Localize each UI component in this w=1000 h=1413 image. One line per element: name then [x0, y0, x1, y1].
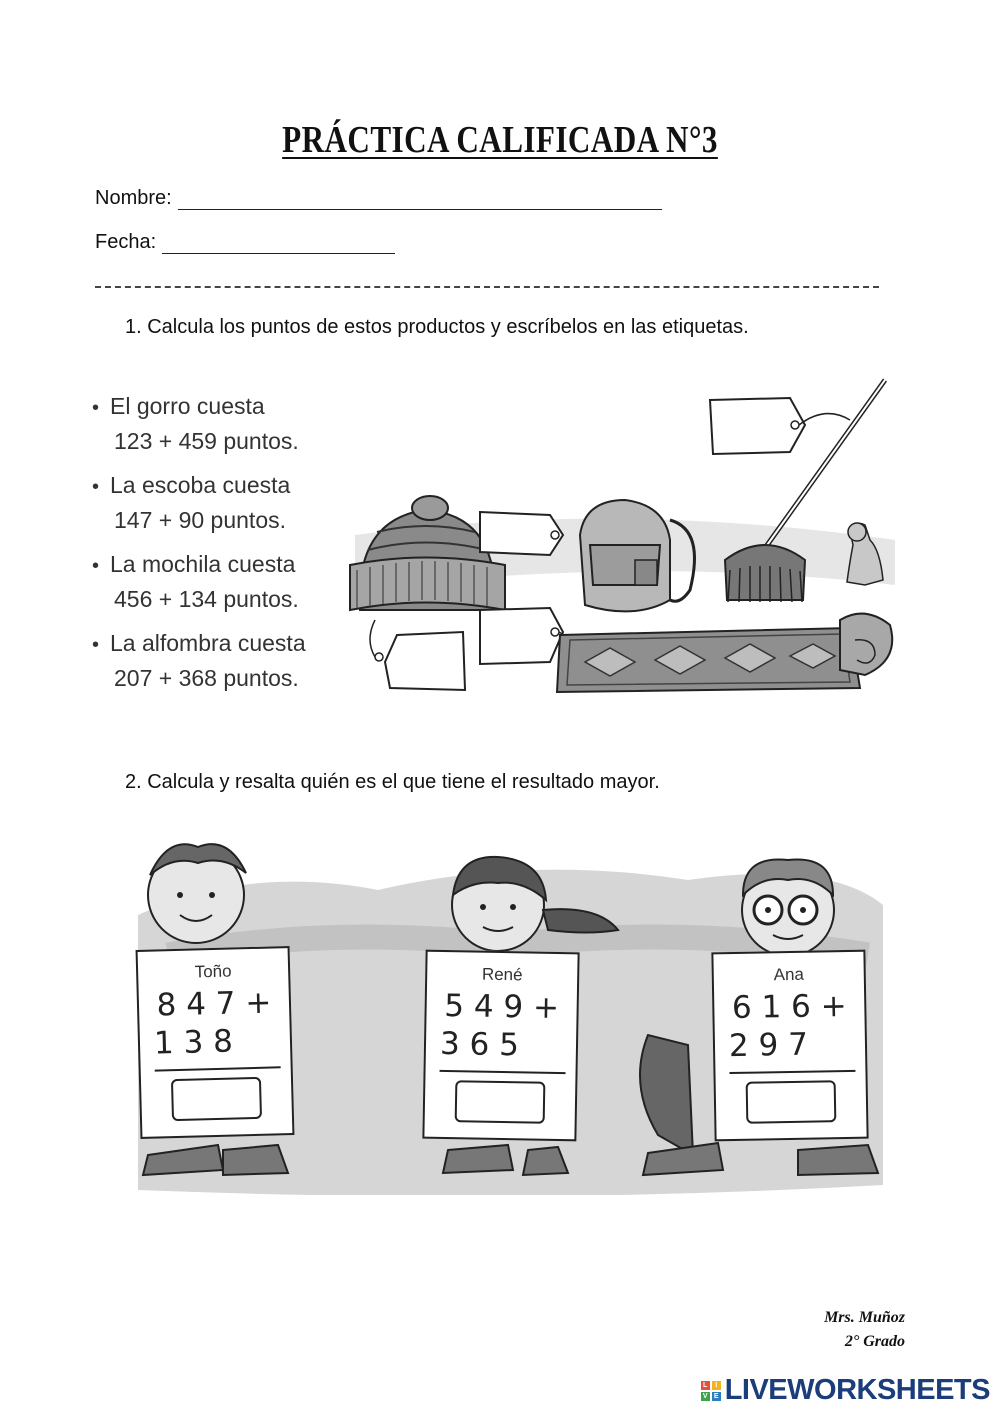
addend-2: 3 6 5 — [439, 1025, 520, 1064]
addend-1: 8 4 7 + — [156, 984, 272, 1024]
item-line1: La alfombra cuesta — [110, 630, 306, 656]
item-line1: La mochila cuesta — [110, 551, 296, 577]
item-line2: 147 + 90 puntos. — [114, 507, 287, 533]
dashed-divider — [95, 286, 879, 288]
tag-hat[interactable] — [370, 620, 465, 690]
item-line1: El gorro cuesta — [110, 393, 265, 419]
list-item: • La alfombra cuesta 207 + 368 puntos. — [92, 627, 306, 695]
addend-2: 2 9 7 — [728, 1026, 809, 1065]
addend-1: 5 4 9 + — [444, 988, 560, 1027]
products-illustration — [335, 370, 905, 705]
signature-grade: 2° Grado — [844, 1333, 905, 1350]
kid-name: René — [481, 964, 523, 985]
kid-name: Ana — [773, 964, 805, 985]
rug-image — [557, 614, 892, 692]
item-line1: La escoba cuesta — [110, 472, 291, 498]
sign-rene — [422, 950, 579, 1142]
list-item: • El gorro cuesta 123 + 459 puntos. — [92, 390, 306, 458]
tag-top[interactable] — [710, 398, 850, 454]
page-title: PRÁCTICA CALIFICADA N°3 — [282, 119, 718, 161]
list-item: • La mochila cuesta 456 + 134 puntos. — [92, 548, 306, 616]
item-line2: 456 + 134 puntos. — [114, 586, 299, 612]
sign-tono — [136, 946, 295, 1139]
kid-name: Toño — [194, 961, 232, 982]
date-field[interactable] — [95, 231, 395, 254]
answer-box[interactable] — [746, 1080, 837, 1124]
teacher-signature — [824, 1306, 905, 1354]
logo-mark-icon: L I V E — [701, 1381, 721, 1401]
list-item: • La escoba cuesta 147 + 90 puntos. — [92, 469, 306, 537]
addend-2: 1 3 8 — [153, 1023, 234, 1062]
logo-text: LIVEWORKSHEETS — [724, 1374, 990, 1406]
question-1: 1. Calcula los puntos de estos productos y escríbelos en las etiquetas. — [125, 316, 749, 338]
dog-image — [847, 523, 883, 585]
date-line[interactable] — [162, 235, 395, 254]
date-label: Fecha: — [95, 231, 157, 253]
tag-broom-left[interactable] — [480, 512, 563, 555]
name-field[interactable] — [95, 187, 662, 210]
sign-ana — [711, 950, 868, 1142]
price-list — [92, 390, 306, 706]
item-line2: 123 + 459 puntos. — [114, 428, 299, 454]
liveworksheets-logo[interactable] — [701, 1374, 990, 1407]
name-line[interactable] — [178, 191, 662, 210]
answer-box[interactable] — [171, 1077, 262, 1121]
question-2: 2. Calcula y resalta quién es el que tiene el resultado mayor. — [125, 771, 660, 793]
signature-name: Mrs. Muñoz — [824, 1309, 905, 1326]
name-label: Nombre: — [95, 187, 172, 209]
item-line2: 207 + 368 puntos. — [114, 665, 299, 691]
addend-1: 6 1 6 + — [731, 988, 847, 1027]
answer-box[interactable] — [455, 1080, 546, 1124]
